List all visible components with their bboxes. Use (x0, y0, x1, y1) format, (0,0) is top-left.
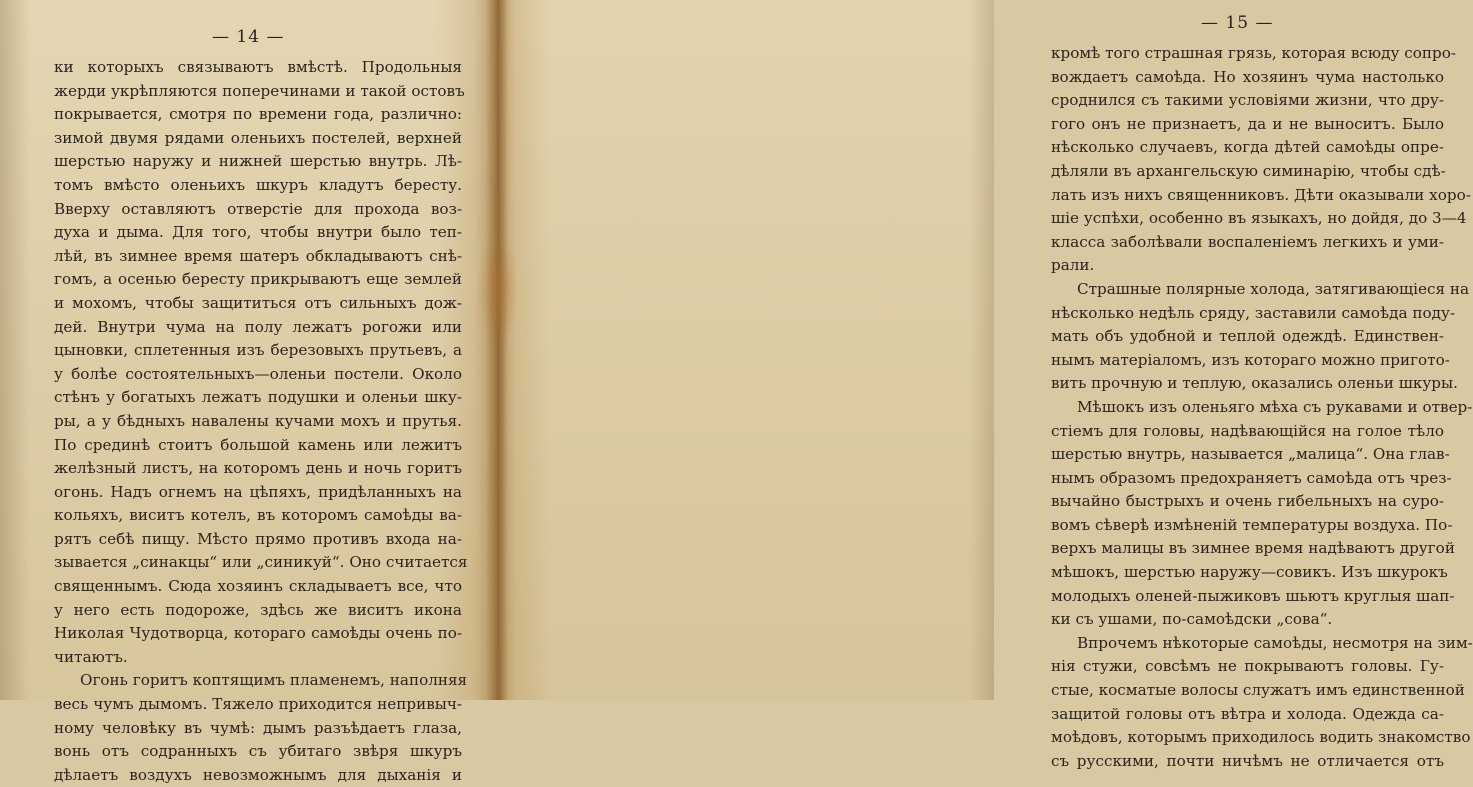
text-line: лать изъ нихъ священниковъ. Дѣти оказывали хоро- (1051, 185, 1471, 204)
text-line: сроднился съ такими условіями жизни, что дру- (1051, 91, 1444, 110)
text-line: мѣшокъ, шерстью наружу—совикъ. Изъ шкурокъ (1051, 563, 1448, 582)
text-line: гомъ, а осенью бересту прикрываютъ еще землей (54, 270, 462, 289)
page-number-left: — 14 — (212, 27, 285, 47)
text-line: жерди укрѣпляются поперечинами и такой остовъ (54, 81, 465, 100)
text-line: нымъ образомъ предохраняетъ самоѣда отъ чрез- (1051, 468, 1452, 487)
right-page-text (1051, 42, 1473, 773)
text-line: дей. Внутри чума на полу лежатъ рогожи или (54, 317, 462, 336)
text-line: зывается „синакцы“ или „синикуй“. Оно считается (54, 553, 468, 572)
text-line: кромѣ того страшная грязь, которая всюду сопро- (1051, 44, 1457, 62)
text-line: вычайно быстрыхъ и очень гибельныхъ на суро- (1051, 492, 1444, 511)
page-number-right: — 15 — (1201, 13, 1274, 33)
text-line: Впрочемъ нѣкоторые самоѣды, несмотря на зим- (1077, 633, 1473, 652)
text-line: Николая Чудотворца, котораго самоѣды очень по- (54, 624, 462, 643)
text-line: шіе успѣхи, особенно въ языкахъ, но дойдя, до 3—4 (1051, 209, 1467, 228)
text-line: вождаетъ самоѣда. Но хозяинъ чума настолько (1051, 67, 1444, 86)
text-line: дѣлаетъ воздухъ невозможнымъ для дыханія и (54, 765, 462, 784)
text-line: Страшные полярные холода, затягивающіеся на (1077, 279, 1470, 298)
text-line: мать объ удобной и теплой одеждѣ. Единствен- (1051, 327, 1444, 346)
text-line: шерстью наружу и нижней шерстью внутрь. Лѣ- (54, 152, 462, 171)
text-line: нія стужи, совсѣмъ не покрываютъ головы. Гу- (1051, 657, 1444, 676)
text-line: нѣсколько случаевъ, когда дѣтей самоѣды опре- (1051, 138, 1444, 157)
text-line: ки которыхъ связываютъ вмѣстѣ. Продольныя (54, 58, 462, 76)
text-line: зимой двумя рядами оленьихъ постелей, верхней (54, 128, 462, 147)
text-line: ному человѣку въ чумѣ: дымъ разъѣдаетъ глаза, (54, 718, 462, 737)
text-line: вомъ сѣверѣ измѣненій температуры воздуха. По- (1051, 515, 1453, 534)
text-line: Мѣшокъ изъ оленьяго мѣха съ рукавами и отвер- (1077, 397, 1473, 416)
text-line: класса заболѣвали воспаленіемъ легкихъ и уми- (1051, 232, 1444, 251)
text-line: нымъ матеріаломъ, изъ котораго можно пригото- (1051, 350, 1450, 369)
text-line: дѣляли въ архангельскую симинарію, чтобы сдѣ- (1051, 161, 1446, 180)
text-line: вонь отъ содранныхъ съ убитаго звѣря шкуръ (54, 742, 462, 761)
text-line: моѣдовъ, которымъ приходилось водить знакомство (1051, 728, 1471, 747)
text-line: читаютъ. (54, 647, 128, 666)
text-line: нѣсколько недѣль сряду, заставили самоѣда поду- (1051, 303, 1456, 322)
text-line: молодыхъ оленей-пыжиковъ шьютъ круглыя шап- (1051, 586, 1455, 605)
text-line: рятъ себѣ пищу. Мѣсто прямо противъ входа на- (54, 529, 462, 548)
text-line: Вверху оставляютъ отверстіе для прохода воз- (54, 199, 462, 218)
text-line: весь чумъ дымомъ. Тяжело приходится непривыч- (54, 695, 462, 714)
text-line: вить прочную и теплую, оказались оленьи шкуры. (1051, 374, 1458, 393)
text-line: огонь. Надъ огнемъ на цѣпяхъ, придѣланныхъ на (54, 482, 462, 501)
text-line: съ русскими, почти ничѣмъ не отличается отъ (1051, 751, 1444, 770)
text-line: Огонь горитъ коптящимъ пламенемъ, наполняя (80, 671, 468, 690)
text-line: цыновки, сплетенныя изъ березовыхъ прутьевъ, а (54, 341, 462, 360)
text-line: лѣй, въ зимнее время шатеръ обкладываютъ снѣ- (54, 246, 462, 265)
text-line: духа и дыма. Для того, чтобы внутри было теп- (54, 223, 462, 242)
text-line: стѣнъ у богатыхъ лежатъ подушки и оленьи шку- (54, 388, 462, 407)
text-line: ки съ ушами, по-самоѣдски „сова“. (1051, 610, 1333, 629)
text-line: у него есть подороже, здѣсь же виситъ икона (54, 600, 462, 619)
text-line: священнымъ. Сюда хозяинъ складываетъ все, что (54, 577, 462, 596)
text-line: По срединѣ стоитъ большой камень или лежитъ (54, 435, 462, 454)
text-line: покрывается, смотря по времени года, различно: (54, 105, 462, 124)
left-page (0, 0, 496, 784)
text-line: кольяхъ, виситъ котелъ, въ которомъ самоѣды ва- (54, 506, 462, 525)
right-page (496, 0, 1473, 770)
text-line: рали. (1051, 256, 1095, 275)
text-line: желѣзный листъ, на которомъ день и ночь горитъ (54, 459, 462, 478)
text-line: стые, косматые волосы служатъ имъ единственной (1051, 681, 1465, 700)
text-line: и мохомъ, чтобы защититься отъ сильныхъ дож- (54, 293, 462, 312)
text-line: ры, а у бѣдныхъ навалены кучами мохъ и прутья. (54, 411, 462, 430)
text-line: у болѣе состоятельныхъ—оленьи постели. Около (54, 364, 462, 383)
text-line: верхъ малицы въ зимнее время надѣваютъ другой (1051, 539, 1455, 558)
left-page-text (54, 56, 468, 787)
text-line: стіемъ для головы, надѣвающійся на голое тѣло (1051, 421, 1444, 440)
paper-stain (478, 230, 518, 350)
text-line: защитой головы отъ вѣтра и холода. Одежда са- (1051, 704, 1444, 723)
text-line: томъ вмѣсто оленьихъ шкуръ кладутъ бересту. (54, 175, 462, 194)
text-line: шерстью внутрь, называется „малица“. Она глав- (1051, 445, 1450, 464)
text-line: гого онъ не признаетъ, да и не выноситъ. Было (1051, 114, 1444, 133)
book-gutter (486, 0, 508, 700)
